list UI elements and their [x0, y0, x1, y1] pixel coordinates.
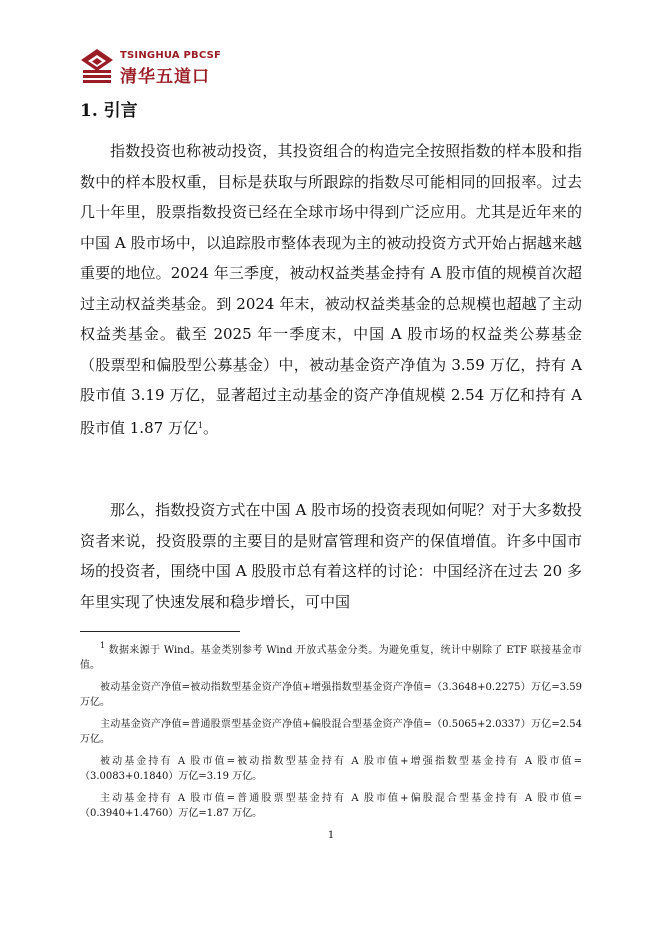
- footnote-passive-nav: 被动基金资产净值=被动指数型基金资产净值+增强指数型基金资产净值=（3.3648+0.2275）万亿=3.59 万亿。: [80, 682, 582, 708]
- footnote-marker: 1: [100, 641, 106, 650]
- logo-english-text: TSINGHUA PBCSF: [120, 50, 222, 61]
- section-heading: 1. 引言: [80, 101, 138, 121]
- paragraph-1: [80, 136, 582, 443]
- paragraph-2: 那么，指数投资方式在中国 A 股市场的投资表现如何呢？对于大多数投资者来说，投资股票的主要目的是财富管理和资产的保值增值。许多中国市场的投资者，围绕中国 A 股股市总有着这样的讨论：中国经济在过去 20 多年里实现了快速发展和稳步增长，可中国: [80, 501, 582, 611]
- footnote-divider: [80, 631, 240, 632]
- footnote-1-text: 数据来源于 Wind。基金类别参考 Wind 开放式基金分类。为避免重复，统计中剔除了 ETF 联接基金市值。: [80, 645, 582, 671]
- paragraph-1-text: 指数投资也称被动投资，其投资组合的构造完全按照指数的样本股和指数中的样本股权重，目标是获取与所跟踪的指数尽可能相同的回报率。过去几十年里，股票指数投资已经在全球市场中得到广泛应用。尤其是近年来的中国 A 股市场中，以追踪股市整体表现为主的被动投资方式开始占据越来越重要的地位。2024 年三季度，被动权益类基金持有 A 股市值的规模首次超过主动权益类基金。到 2024 年末，被动权益类基金的总规模也超越了主动权益类基金。截至 2025 年一季度末，中国 A 股市场的权益类公募基金（股票型和偏股型公募基金）中，被动基金资产净值为 3.59 万亿，持有 A 股市值 3.19 万亿，显著超过主动基金的资产净值规模 2.54 万亿和持有 A 股市值 1.87 万亿: [80, 142, 582, 437]
- footnote-reference[interactable]: 1: [197, 420, 204, 430]
- footnote-passive-holdings: 被动基金持有 A 股市值=被动指数型基金持有 A 股市值+增强指数型基金持有 A 股市值=（3.0083+0.1840）万亿=3.19 万亿。: [80, 756, 582, 782]
- page-number: 1: [327, 830, 335, 841]
- tsinghua-pbcsf-logo: [80, 48, 250, 87]
- logo-emblem-icon: [80, 48, 114, 84]
- footnotes: [80, 638, 582, 828]
- paragraph-1-end: 。: [203, 418, 219, 437]
- footnote-1: [80, 638, 582, 673]
- logo-chinese-text: 清华五道口: [120, 67, 210, 87]
- footnote-active-nav: 主动基金资产净值=普通股票型基金资产净值+偏股混合型基金资产净值=（0.5065+2.0337）万亿=2.54 万亿。: [80, 719, 582, 745]
- footnote-active-holdings: 主动基金持有 A 股市值=普通股票型基金持有 A 股市值+偏股混合型基金持有 A 股市值=（0.3940+1.4760）万亿=1.87 万亿。: [80, 793, 582, 819]
